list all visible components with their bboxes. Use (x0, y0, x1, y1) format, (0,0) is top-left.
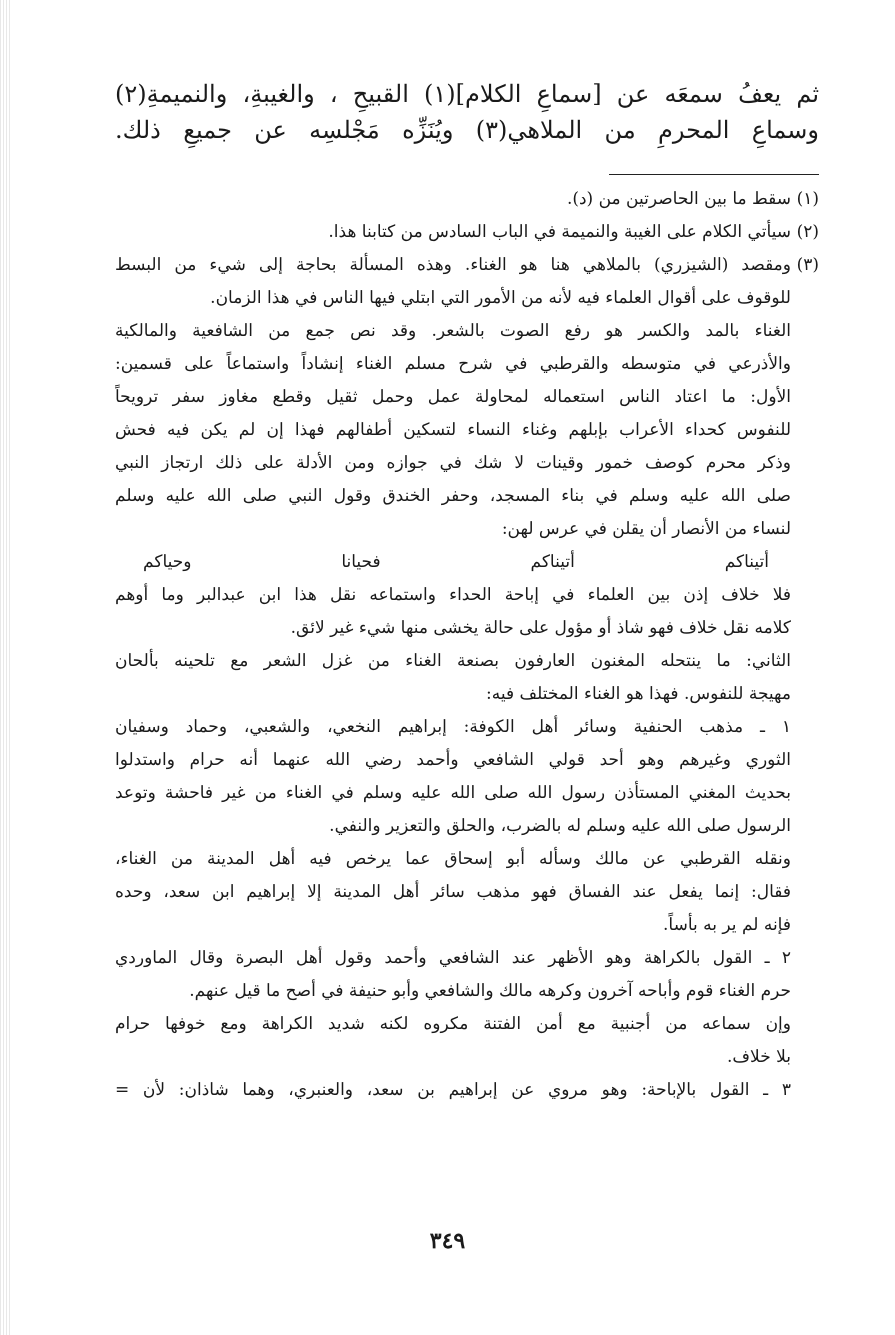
footnote-number: (١) (796, 189, 819, 209)
footnote-line: حرم الغناء قوم وأباحه آخرون وكرهه مالك والشافعي وأبو حنيفة في أصح ما قيل عنهم. (189, 981, 791, 1001)
footnote-1 (115, 183, 819, 216)
footnote-line: للوقوف على أقوال العلماء فيه لأنه من الأمور التي ابتلي فيها الناس في هذا الزمان. (210, 288, 791, 308)
footnote-line: الثوري وغيرهم وهو أحد قولي الشافعي وأحمد رضي الله عنهما أنه حرام واستدلوا (115, 750, 791, 770)
verse-word: أتيناكم (724, 552, 769, 572)
footnote-line: الرسول صلى الله عليه وسلم له بالضرب، والحلق والتعزير والنفي. (329, 816, 791, 836)
footnotes (115, 183, 819, 1107)
footnote-line: الثاني: ما ينتحله المغنون العارفون بصنعة الغناء من غزل الشعر مع تلحينه بألحان (115, 651, 791, 671)
footnote-line: لنساء من الأنصار أن يقلن في عرس لهن: (501, 519, 791, 539)
footnote-number: (٢) (796, 222, 819, 242)
footnote-line: ١ ـ مذهب الحنفية وسائر أهل الكوفة: إبراهيم النخعي، والشعبي، وحماد وسفيان (115, 717, 791, 737)
footnote-line: صلى الله عليه وسلم في بناء المسجد، وحفر الخندق وقول النبي صلى الله عليه وسلم (115, 486, 791, 506)
verse-word: أتيناكم (530, 552, 575, 572)
page-number: ٣٤٩ (429, 1228, 466, 1254)
footnote-line: فقال: إنما يفعل عند الفساق فهو مذهب سائر أهل المدينة إلا إبراهيم ابن سعد، وحده (115, 882, 791, 902)
footnote-line: مهيجة للنفوس. فهذا هو الغناء المختلف فيه: (486, 684, 791, 704)
page-edge-shadow (0, 0, 10, 1335)
footnote-line: للنفوس كحداء الأعراب بإبلهم وغناء النساء لتسكين أطفالهم فهذا إن لم يكن فيه فحش (115, 420, 791, 440)
page-content (115, 76, 819, 1107)
footnote-line: الغناء بالمد والكسر هو رفع الصوت بالشعر. وقد نص جمع من الشافعية والمالكية (115, 321, 791, 341)
footnote-line: ٣ ـ القول بالإباحة: وهو مروي عن إبراهيم بن سعد، والعنبري، وهما شاذان: لأن = (115, 1080, 791, 1100)
footnote-line: كلامه نقل خلاف فهو شاذ أو مؤول على حالة يخشى منها شيء غير لائق. (290, 618, 791, 638)
footnote-2 (115, 216, 819, 249)
footnote-line: ونقله القرطبي عن مالك وسأله أبو إسحاق عما يرخص فيه أهل المدينة من الغناء، (115, 849, 791, 869)
footnote-line: بلا خلاف. (727, 1047, 791, 1067)
main-text-line: وسماعِ المحرمِ من الملاهي(٣) ويُنَزِّه مَجْلسِه عن جميعِ ذلك. (115, 116, 820, 144)
verse-word: وحياكم (143, 552, 192, 572)
footnote-3 (115, 249, 819, 1107)
footnote-line: بحديث المغني المستأذن رسول الله صلى الله عليه وسلم في الغناء من غير فاحشة وتوعد (115, 783, 791, 803)
footnote-line: ومقصد (الشيزري) بالملاهي هنا هو الغناء. وهذه المسألة بحاجة إلى شيء من البسط (115, 255, 791, 275)
main-text (115, 76, 819, 148)
footnote-line: فإنه لم ير به بأساً. (663, 915, 791, 935)
footnote-line: سقط ما بين الحاصرتين من (د). (566, 189, 791, 209)
verse-line (115, 546, 791, 579)
footnote-line: فلا خلاف إذن بين العلماء في إباحة الحداء واستماعه نقل هذا ابن عبدالبر وما أوهم (115, 585, 791, 605)
footnote-line: والأذرعي في متوسطه والقرطبي في شرح مسلم الغناء إنشاداً واستماعاً على قسمين: (115, 354, 791, 374)
main-text-line: ثم يعفُ سمعَه عن [سماعِ الكلام](١) القبيحِ ، والغيبةِ، والنميمةِ(٢) (115, 80, 819, 108)
footnote-line: سيأتي الكلام على الغيبة والنميمة في الباب السادس من كتابنا هذا. (328, 222, 791, 242)
footnote-number: (٣) (796, 255, 819, 275)
footnote-separator (609, 174, 819, 175)
footnote-line: وذكر محرم كوصف خمور وقينات لا شك في جوازه ومن الأدلة على ذلك ارتجاز النبي (115, 453, 791, 473)
footnote-line: ٢ ـ القول بالكراهة وهو الأظهر عند الشافعي وأحمد وقول أهل البصرة وقال الماوردي (115, 948, 791, 968)
verse-word: فحيانا (341, 552, 381, 572)
footnote-line: وإن سماعه من أجنبية مع أمن الفتنة مكروه لكنه شديد الكراهة ومع خوفها حرام (115, 1014, 791, 1034)
footnote-line: الأول: ما اعتاد الناس استعماله لمحاولة عمل وحمل ثقيل وقطع مغاوز سفر ترويحاً (115, 387, 791, 407)
